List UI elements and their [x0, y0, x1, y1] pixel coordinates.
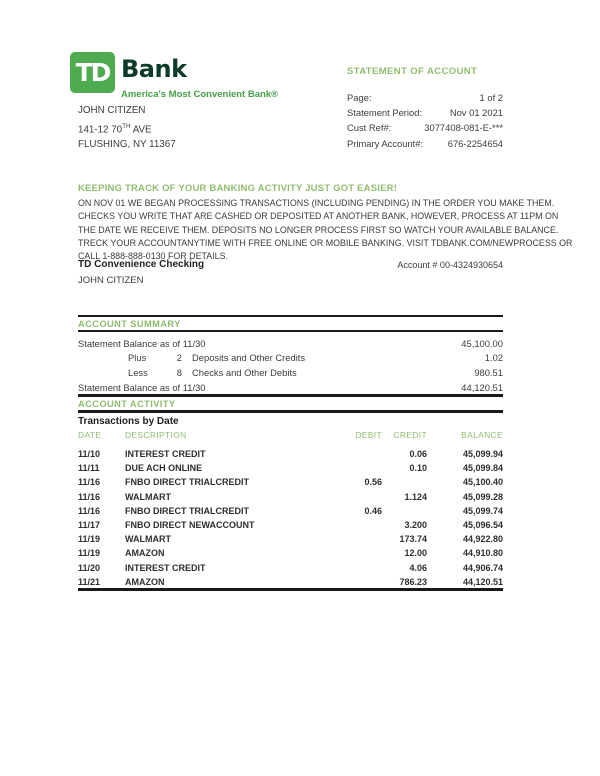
tx-debit: 0.56 [364, 477, 382, 488]
tx-date: 11/19 [78, 534, 101, 545]
tx-date: 11/19 [78, 548, 101, 559]
tx-credit: 786.23 [399, 576, 427, 587]
recipient-address-line2: FLUSHING, NY 11367 [78, 139, 176, 151]
column-header-date: DATE [78, 430, 102, 440]
tx-balance: 44,120.51 [462, 576, 503, 587]
summary-row-closing-balance [78, 380, 503, 395]
tx-description: FNBO DIRECT NEWACCOUNT [125, 520, 255, 531]
tx-balance: 45,099.84 [462, 463, 503, 474]
summary-amount: 980.51 [474, 366, 503, 378]
summary-amount: 45,100.00 [461, 337, 503, 349]
td-logo-icon: TD [75, 58, 110, 87]
summary-amount: 44,120.51 [461, 381, 503, 393]
tx-balance: 44,910.80 [462, 548, 503, 559]
tx-credit: 0.06 [409, 449, 427, 460]
tx-credit: 0.10 [409, 463, 427, 474]
tx-balance: 45,099.28 [462, 491, 503, 502]
recipient-address-line1: 141-12 70TH AVE [78, 122, 152, 135]
divider [78, 330, 503, 332]
divider [78, 394, 503, 397]
table-row [78, 461, 503, 475]
table-row [78, 504, 503, 518]
recipient-address-block [78, 103, 176, 153]
notice-line: CHECKS YOU WRITE THAT ARE CASHED OR DEPOSITED AT ANOTHER BANK, HOWEVER, PROCESS AT 11PM ON [78, 211, 559, 222]
summary-label: Statement Balance as of 11/30 [78, 337, 206, 349]
tx-date: 11/10 [78, 449, 101, 460]
bank-wordmark: Bank [121, 55, 187, 83]
table-row [78, 561, 503, 575]
info-label: Statement Period: [347, 107, 423, 119]
info-value: 1 of 2 [479, 92, 503, 103]
notice-line: TRECK YOUR ACCOUNTANYTIME WITH FREE ONLINE OR MOBILE BANKING. VISIT TDBANK.COM/NEWPROCESS OR [78, 237, 573, 248]
recipient-name: JOHN CITIZEN [78, 105, 146, 116]
table-row [78, 490, 503, 504]
tx-description: AMAZON [125, 548, 165, 559]
notice-line: ON NOV 01 WE BEGAN PROCESSING TRANSACTIONS (INCLUDING PENDING) IN THE ORDER YOU MAKE THEM. [78, 198, 555, 208]
tx-description: AMAZON [125, 576, 165, 587]
tx-credit: 12.00 [404, 548, 427, 559]
summary-label: Statement Balance as of 11/30 [78, 381, 206, 393]
tx-description: DUE ACH ONLINE [125, 463, 203, 474]
info-label: Primary Account#: [347, 137, 424, 149]
brand-tagline: America's Most Convenient Bank® [121, 89, 279, 100]
table-row [78, 575, 503, 589]
info-row-primary-account [347, 136, 503, 151]
account-product-name: TD Convenience Checking [78, 259, 205, 270]
statement-of-account-title: STATEMENT OF ACCOUNT [347, 66, 478, 77]
summary-modifier: Less [128, 366, 148, 378]
column-header-description: DESCRIPTION [125, 430, 187, 440]
account-summary-table [78, 336, 503, 394]
table-row [78, 447, 503, 461]
account-number: Account # 00-4324930654 [397, 260, 503, 270]
column-header-debit: DEBIT [355, 430, 382, 440]
tx-debit: 0.46 [364, 505, 382, 516]
info-value: Nov 01 2021 [449, 107, 503, 119]
summary-row-credits [78, 351, 503, 366]
summary-description: Checks and Other Debits [192, 366, 297, 378]
tx-date: 11/16 [78, 505, 101, 516]
tx-balance: 45,099.74 [462, 505, 503, 516]
column-header-credit: CREDIT [393, 430, 427, 440]
account-summary-title: ACCOUNT SUMMARY [78, 319, 181, 329]
tx-date: 11/20 [78, 562, 101, 573]
account-holder-name: JOHN CITIZEN [78, 274, 144, 286]
tx-description: FNBO DIRECT TRIALCREDIT [125, 505, 249, 516]
tx-balance: 44,906.74 [462, 562, 503, 573]
info-row-page [347, 90, 503, 105]
info-value: 3077408-081-E-*** [424, 122, 503, 134]
tx-description: WALMART [125, 491, 171, 502]
column-header-balance: BALANCE [461, 430, 503, 440]
transactions-column-headers [78, 430, 503, 440]
account-header [78, 259, 503, 286]
tx-description: INTEREST CREDIT [125, 562, 206, 573]
summary-count: 8 [176, 366, 182, 378]
tx-date: 11/17 [78, 520, 101, 531]
summary-row-opening-balance [78, 336, 503, 351]
summary-amount: 1.02 [484, 352, 503, 364]
tx-balance: 45,099.94 [462, 449, 503, 460]
tx-description: FNBO DIRECT TRIALCREDIT [125, 477, 249, 488]
summary-modifier: Plus [128, 352, 147, 364]
tx-date: 11/16 [78, 491, 101, 502]
divider [78, 410, 503, 413]
notice-line: THE DATE WE RECEIVE THEM. DEPOSITS NO LONGER PROCESS FIRST SO WATCH YOUR AVAILABLE BALANCE. [78, 224, 559, 235]
tx-balance: 45,096.54 [462, 520, 503, 531]
table-row [78, 546, 503, 560]
statement-info-block [347, 90, 503, 151]
divider [78, 315, 503, 317]
transactions-by-date-subtitle: Transactions by Date [78, 416, 179, 427]
notice-line: CALL 1-888-888-0130 FOR DETAILS. [78, 251, 228, 262]
tx-credit: 1.124 [404, 491, 427, 502]
banking-activity-notice [78, 183, 572, 263]
info-label: Page: [347, 92, 372, 103]
account-activity-title: ACCOUNT ACTIVITY [78, 399, 176, 409]
tx-date: 11/21 [78, 576, 101, 587]
info-row-cust-ref [347, 120, 503, 135]
td-bank-logo [70, 52, 115, 93]
tx-credit: 3.200 [404, 520, 427, 531]
tx-description: INTEREST CREDIT [125, 449, 206, 460]
table-row [78, 475, 503, 489]
tx-credit: 4.06 [409, 562, 427, 573]
summary-row-debits [78, 365, 503, 380]
summary-description: Deposits and Other Credits [192, 352, 306, 364]
tx-date: 11/16 [78, 477, 101, 488]
info-row-statement-period [347, 105, 503, 120]
tx-balance: 45,100.40 [462, 477, 503, 488]
table-row [78, 518, 503, 532]
summary-count: 2 [176, 352, 182, 364]
tx-date: 11/11 [78, 463, 100, 474]
tx-credit: 173.74 [399, 534, 427, 545]
info-label: Cust Ref#: [347, 122, 392, 134]
tx-balance: 44,922.80 [462, 534, 503, 545]
transactions-table [78, 447, 503, 589]
table-row [78, 532, 503, 546]
notice-heading: KEEPING TRACK OF YOUR BANKING ACTIVITY JUST GOT EASIER! [78, 183, 398, 194]
info-value: 676-2254654 [447, 137, 503, 149]
tx-description: WALMART [125, 534, 171, 545]
